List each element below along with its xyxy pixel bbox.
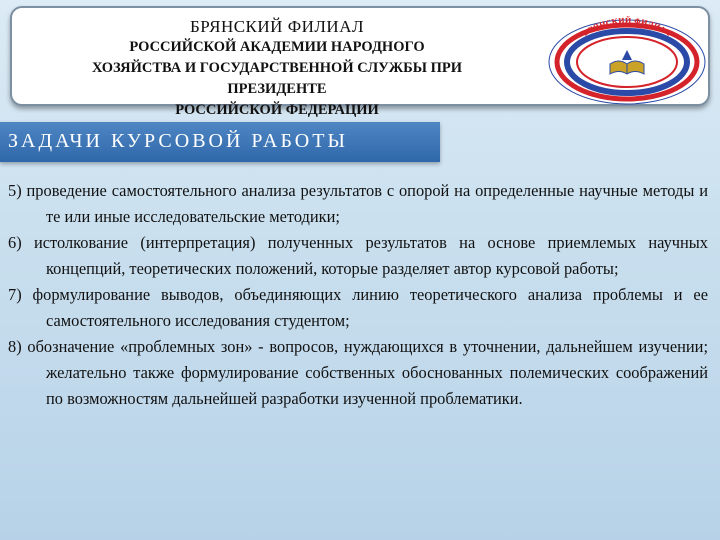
institution-line-1: БРЯНСКИЙ ФИЛИАЛ [189,17,365,36]
task-item-7: 7) формулирование выводов, объединяющих линию теоретического анализа проблемы и ее самостоятельного исследования студентом; [8,285,708,330]
institution-line-3: ХОЗЯЙСТВА И ГОСУДАРСТВЕННОЙ СЛУЖБЫ ПРИ [91,60,462,76]
task-item-5: 5) проведение самостоятельного анализа результатов с опорой на определенные научные методы и те или иные исследовательские методики; [8,181,708,226]
list-item [8,334,708,412]
section-title: ЗАДАЧИ КУРСОВОЙ РАБОТЫ [8,130,348,152]
institution-line-5: РОССИЙСКОЙ ФЕДЕРАЦИИ [175,102,379,118]
institution-line-4: ПРЕЗИДЕНТЕ [227,81,327,97]
logo-top-text: БРЯНСКИЙ ФИЛИАЛ [580,16,674,39]
task-item-8: 8) обозначение «проблемных зон» - вопросов, нуждающихся в уточнении, дальнейшем изучении; желательно также формулирование собственных обоснованных полемических соображений по возможностям дальнейшей разработки изученной проблематики. [8,337,708,408]
academy-logo-icon [542,16,712,106]
task-item-6: 6) истолкование (интерпретация) полученных результатов на основе приемлемых научных концепций, теоретических положений, которые разделяет автор курсовой работы; [8,233,708,278]
list-item [8,282,708,334]
header-panel [10,6,710,118]
institution-line-2: РОССИЙСКОЙ АКАДЕМИИ НАРОДНОГО [129,39,425,55]
task-list [8,178,708,412]
list-item [8,178,708,230]
section-title-bar [0,122,440,162]
list-item [8,230,708,282]
institution-name [42,16,512,121]
